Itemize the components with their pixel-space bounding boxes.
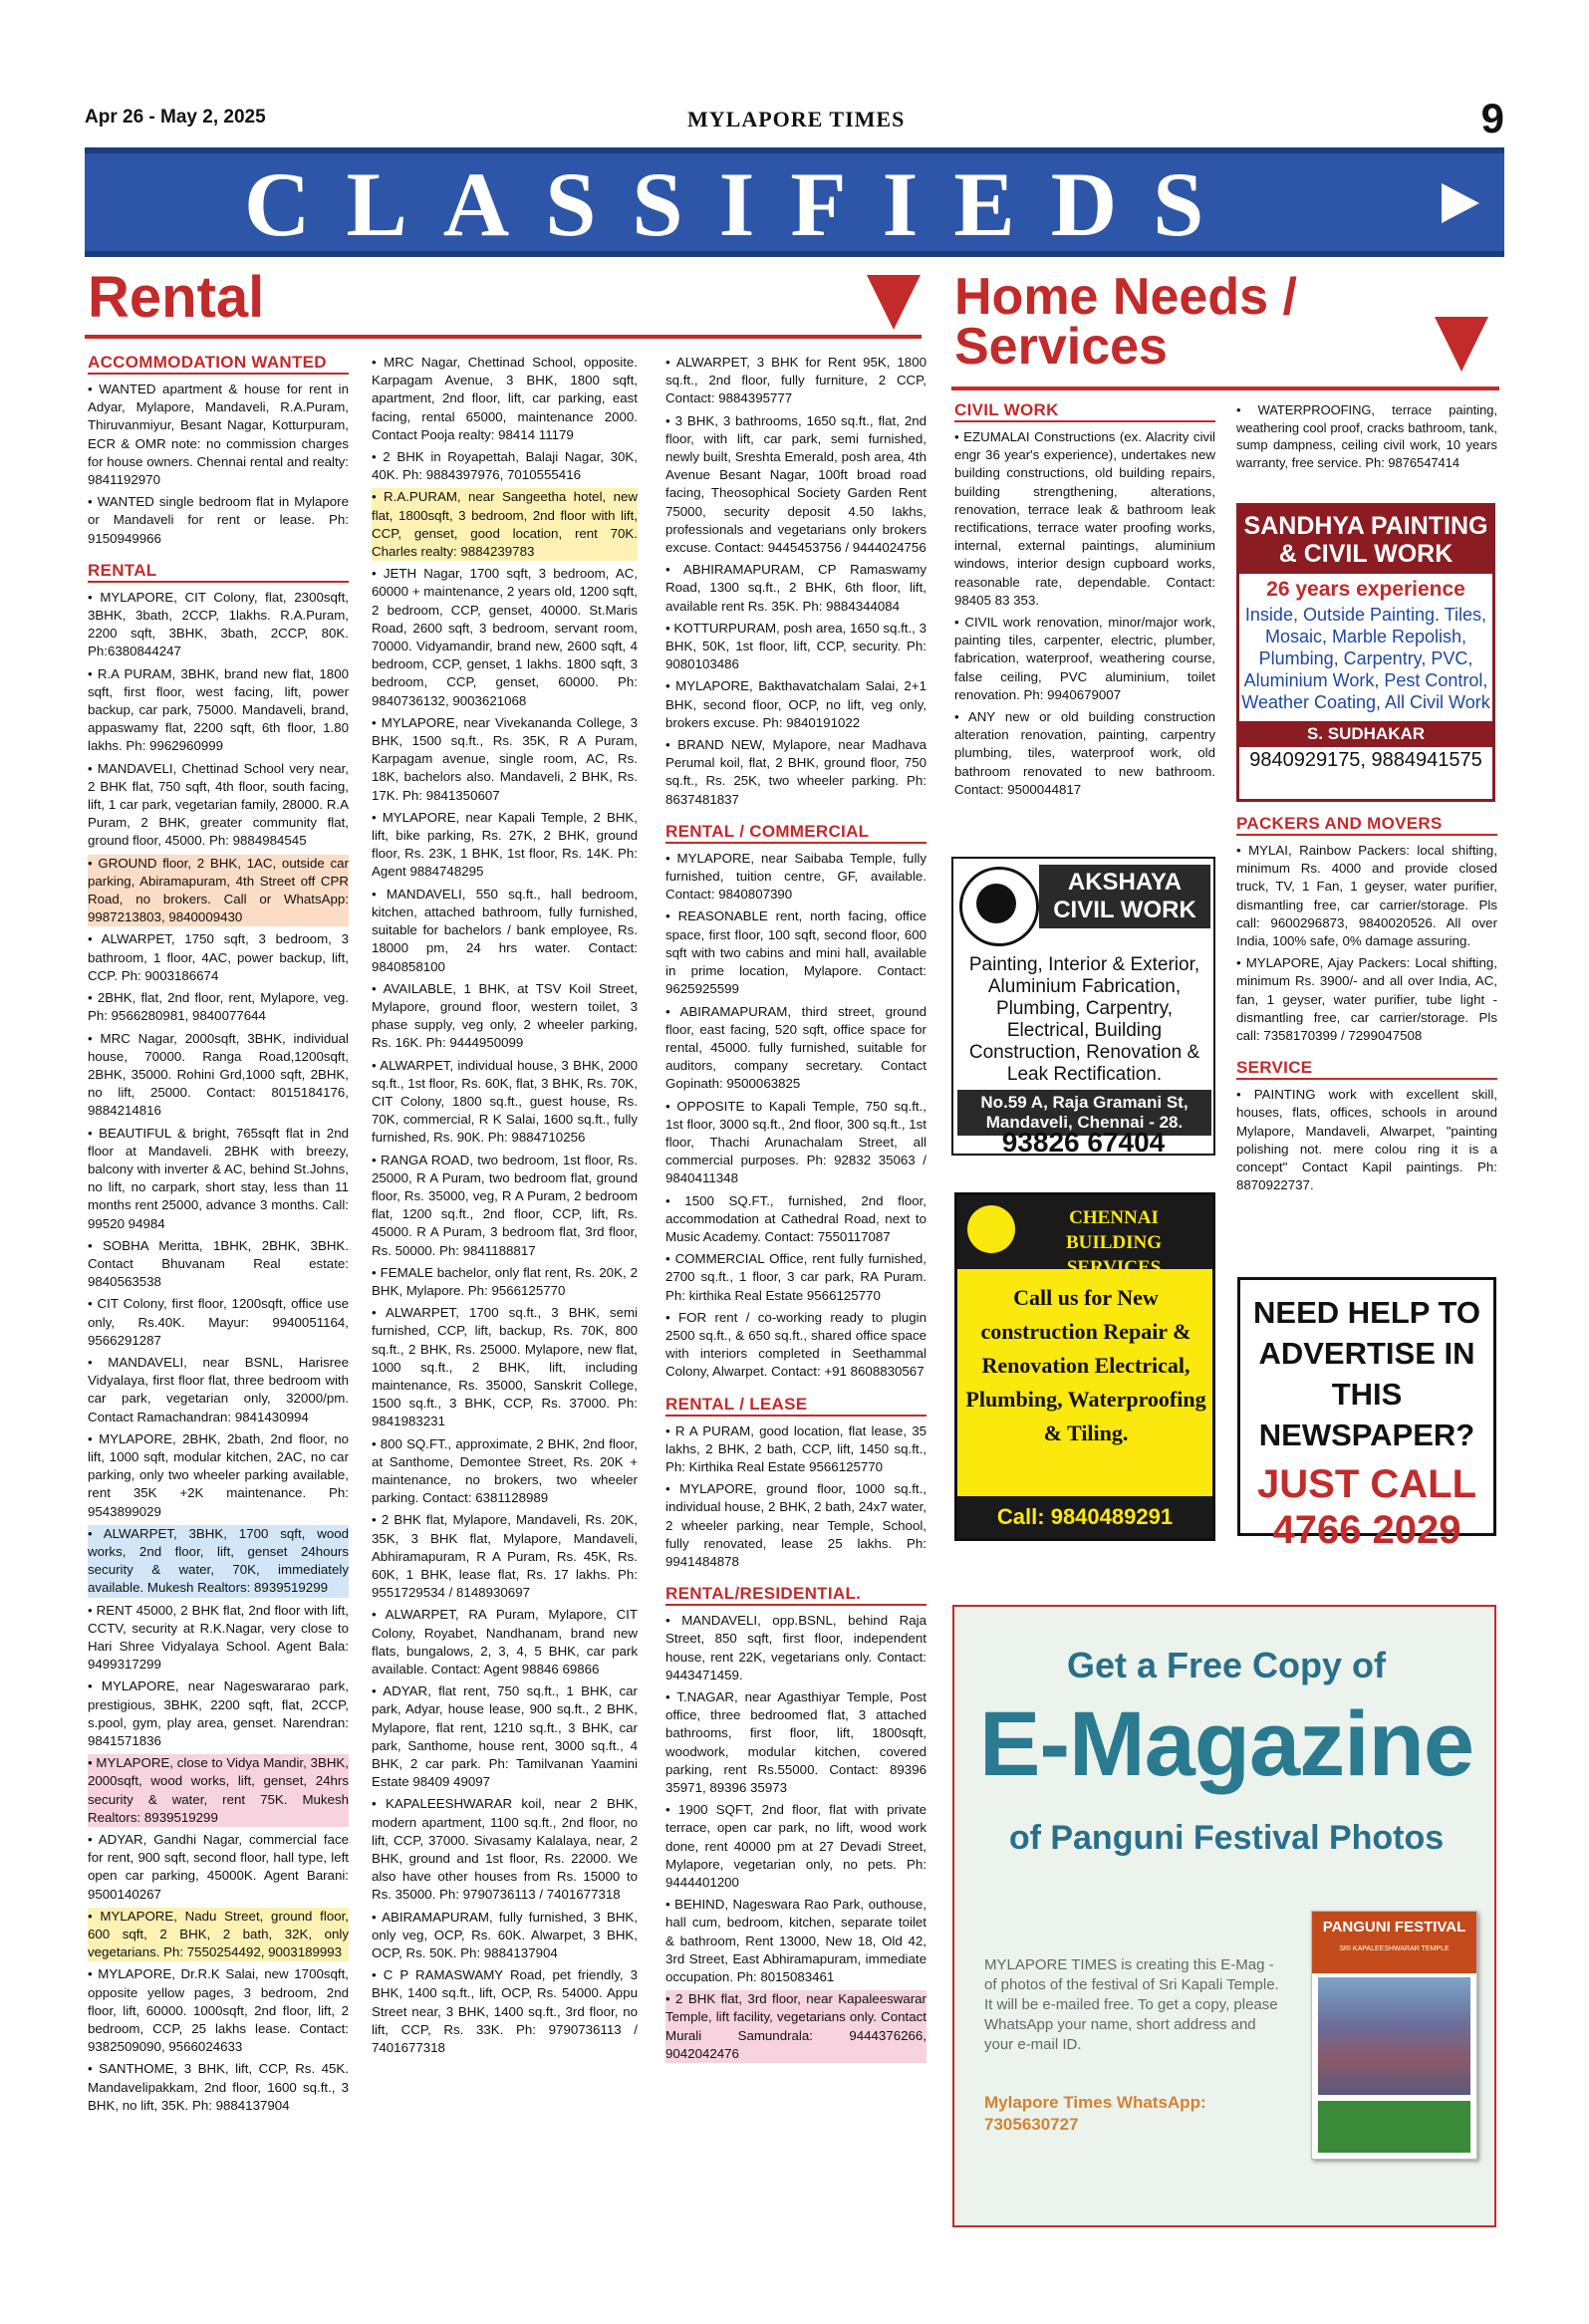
classified-ad: • 2 BHK flat, Mylapore, Mandaveli, Rs. 20K, 35K, 3 BHK flat, Mylapore, Mandaveli, Abhiramapuram, R A Puram, Rs. 45K, Rs. 60K, 1 BHK, lease flat, Rs. 17 lakhs. Ph: 9551729534 / 8148930697 bbox=[372, 1512, 638, 1601]
classified-ad: • ALWARPET, 3BHK, 1700 sqft, wood works, 2nd floor, lift, genset 24hours security & water, 70K, immediately available. Mukesh Realtors: 8939519299 bbox=[88, 1525, 349, 1598]
classified-ad: • BEHIND, Nageswara Rao Park, outhouse, hall cum, bedroom, kitchen, separate toilet & bathroom, Rent 13000, New 18, Old 42, 3rd Street, East Abhiramapuram, immediate occupation. Ph: 8015083461 bbox=[665, 1897, 927, 1985]
classified-ad: • ABIRAMAPURAM, fully furnished, 3 BHK, only veg, OCP, Rs. 60K. Alwarpet, 3 BHK, OCP, Rs. 50K. Ph: 9884137904 bbox=[372, 1909, 638, 1961]
classified-ad: • R A PURAM, good location, flat lease, 35 lakhs, 2 BHK, 2 bath, CCP, lift, 1450 sq.ft., Ph: Kirthika Real Estate 9566125770 bbox=[665, 1422, 927, 1474]
classified-ad: • SANTHOME, 3 BHK, lift, CCP, Rs. 45K. Mandavelipakkam, 2nd floor, 1600 sq.ft., 3 BHK, no lift, 35K. Ph: 9884137904 bbox=[88, 2061, 349, 2113]
column-services-top bbox=[1236, 401, 1497, 476]
classified-ad: • KAPALEESHWARAR koil, near 2 BHK, modern apartment, 1100 sq.ft., 2nd floor, no lift, CCP, 37000. Sivasamy Kalalaya, near, 2 BHK, ground and 1st floor, Rs. 22000. We also have other houses from Rs. 15000 to Rs. 35000. Ph: 9790736113 / 7401677318 bbox=[372, 1796, 638, 1903]
home-needs-title-line1: Home Needs / bbox=[954, 268, 1297, 326]
page-header bbox=[85, 95, 1504, 141]
emag-cover-title: PANGUNI FESTIVAL bbox=[1312, 1912, 1476, 1943]
classified-ad: • R.A PURAM, 3BHK, brand new flat, 1800 sqft, first floor, west facing, lift, power backup, car park, 75000. Mandaveli, brand, appaswamy flat, 2200 sqft, 6th floor, 1.80 lakhs. Ph: 9962960999 bbox=[88, 665, 349, 754]
akshaya-services: Painting, Interior & Exterior, Aluminium Fabrication, Plumbing, Carpentry, Electrical, Building Construction, Renovation & Leak Rectification. bbox=[968, 954, 1200, 1085]
sandhya-years: 26 years experience bbox=[1266, 578, 1465, 601]
classified-ad: • PAINTING work with excellent skill, houses, flats, offices, schools in around Mylapore, Mandaveli, Alwarpet, "painting polishing not. mere colou ring it is a concept" Contact Kapil paintings. Ph: 8870922737. bbox=[1236, 1087, 1497, 1193]
akshaya-address: No.59 A, Raja Gramani St, Mandaveli, Chennai - 28. bbox=[957, 1090, 1211, 1136]
akshaya-seal-icon bbox=[959, 867, 1039, 946]
classified-ad: • MANDAVELI, opp.BSNL, behind Raja Street, 850 sqft, first floor, independent house, rent 22K, vegetarians only. Contact: 9443471459. bbox=[665, 1613, 927, 1682]
emag-line1: Get a Free Copy of bbox=[1066, 1645, 1387, 1685]
classified-ad: • SOBHA Meritta, 1BHK, 2BHK, 3BHK. Contact Bhuvanam Real estate: 9840563538 bbox=[88, 1237, 349, 1290]
emag-cover-footer bbox=[1318, 2101, 1470, 2153]
classified-ad: • EZUMALAI Constructions (ex. Alacrity civil engr 36 year's experience), undertakes new building constructions, old building repairs, building strengthening, alterations, renovation, terrace leak & bathroom leak rectifications, terrace water proofing works, internal, external paintings, aluminium windows, interior design cupboard works, reasonable rate, dependable. Contact: 98405 83 353. bbox=[954, 429, 1215, 608]
classified-ad: • MYLAPORE, near Nageswararao park, prestigious, 3BHK, 2200 sqft, flat, 2CCP, s.pool, gym, play area, genset. Narendran: 9841571836 bbox=[88, 1678, 349, 1749]
classified-ad: • FEMALE bachelor, only flat rent, Rs. 20K, 2 BHK, Mylapore. Ph: 9566125770 bbox=[372, 1264, 638, 1298]
issue-date: Apr 26 - May 2, 2025 bbox=[85, 107, 266, 128]
classified-ad: • WATERPROOFING, terrace painting, weathering cool proof, cracks bathroom, tank, sump dampness, ceiling civil work, 10 years warranty, free service. Ph: 9876547414 bbox=[1236, 402, 1497, 470]
home-needs-title-line2: Services bbox=[954, 318, 1168, 376]
classified-ad: • KOTTURPURAM, posh area, 1650 sq.ft., 3 BHK, 50K, 1st floor, lift, CCP, security. Ph: 9080103486 bbox=[665, 620, 927, 672]
classified-ad: • R.A.PURAM, near Sangeetha hotel, new flat, 1800sqft, 3 bedroom, 2nd floor with lift, CCP, genset, good location, rent 70K. Charles realty: 9884239783 bbox=[372, 488, 638, 561]
classified-ad: • ADYAR, Gandhi Nagar, commercial face for rent, 900 sqft, second floor, hall type, left open car parking, 45000K. Agent Barani: 9500140267 bbox=[88, 1832, 349, 1902]
classified-ad: • CIT Colony, first floor, 1200sqft, office use only, Rs.40K. Mayur: 9940051164, 9566291287 bbox=[88, 1296, 349, 1348]
classified-ad: • 2BHK, flat, 2nd floor, rent, Mylapore, veg. Ph: 9566280981, 9840077644 bbox=[88, 990, 349, 1024]
classified-ad: • MYLAPORE, close to Vidya Mandir, 3BHK, 2000sqft, wood works, lift, genset, 24hrs security & water, rent 75K. Mukesh Realtors: 8939519299 bbox=[88, 1754, 349, 1827]
category-heading: RENTAL bbox=[88, 562, 349, 583]
classified-ad: • RENT 45000, 2 BHK flat, 2nd floor with lift, CCTV, security at R.K.Nagar, very close to Hari Shree Vidyalaya School. Agent Bala: 9499317299 bbox=[88, 1602, 349, 1673]
chennai-building-ad bbox=[954, 1192, 1215, 1541]
advertise-help-ad bbox=[1237, 1277, 1496, 1552]
classified-ad: • ABHIRAMAPURAM, CP Ramaswamy Road, 1300 sq.ft., 2 BHK, 6th floor, lift, available rent Rs. 35K. Ph: 9884344084 bbox=[665, 562, 927, 614]
classified-ad: • ALWARPET, individual house, 3 BHK, 2000 sq.ft., 1st floor, Rs. 60K, flat, 3 BHK, Rs. 70K, CIT Colony, 1800 sq.ft., guest house, Rs. 70K, commercial, R K Salai, 1600 sq.ft., fully furnished, Rs. 90K. Ph: 9884710256 bbox=[372, 1057, 638, 1146]
classified-ad: • ALWARPET, RA Puram, Mylapore, CIT Colony, Royabet, Nandhanam, brand new flats, bungalows, 2, 3, 4, 5 BHK, car park available. Contact: Agent 98846 69866 bbox=[372, 1607, 638, 1678]
column-rental-2 bbox=[372, 354, 638, 2061]
category-heading: ACCOMMODATION WANTED bbox=[88, 354, 349, 375]
play-arrow-icon bbox=[1442, 183, 1479, 223]
classified-ad: • CIVIL work renovation, minor/major work, painting tiles, carpenter, electric, plumber, fabrication, waterproof, weathering course, false ceiling, PVC aluminium, toilet renovation. Ph: 9940679007 bbox=[954, 615, 1215, 702]
classified-ad: • MANDAVELI, Chettinad School very near, 2 BHK flat, 750 sqft, 4th floor, south facing, lift, 1 car park, vegetarian family, 28000. R.A Puram, 2 BHK, greater community flat, ground floor, 45000. Ph: 9884984545 bbox=[88, 760, 349, 849]
sandhya-painting-ad bbox=[1236, 503, 1495, 802]
sandhya-title: SANDHYA PAINTING & CIVIL WORK bbox=[1239, 506, 1492, 574]
column-rental-3 bbox=[665, 354, 927, 2067]
classified-ad: • T.NAGAR, near Agasthiyar Temple, Post office, three bedroomed flat, 3 attached bathrooms, first floor, lift, 1800sqft, woodwork, modular kitchen, covered parking, rent Rs.55000. Contact: 89396 35971, 89396 35973 bbox=[665, 1689, 927, 1796]
classified-ad: • 800 SQ.FT., approximate, 2 BHK, 2nd floor, at Santhome, Demontee Street, Rs. 20K + maintenance, no brokers, two wheeler parking. Contact: 6381128989 bbox=[372, 1435, 638, 1506]
classified-ad: • ALWARPET, 1700 sq.ft., 3 BHK, semi furnished, CCP, lift, backup, Rs. 70K, 800 sq.ft., 2 BHK, Rs. 25000. Mylapore, new flat, 1000 sq.ft., 2 BHK, lift, including maintenance, Rs. 35000, Sanskrit College, 1500 sq.ft., 3 BHK, CCP, Rs. 37000. Ph: 9841983231 bbox=[372, 1305, 638, 1429]
classified-ad: • WANTED apartment & house for rent in Adyar, Mylapore, Mandaveli, R.A.Puram, Thiruvanmiyur, Besant Nagar, Kotturpuram, ECR & OMR note: no commission charges for house owners. Chennai rental and realty: 9841192970 bbox=[88, 382, 349, 488]
category-heading: CIVIL WORK bbox=[954, 401, 1215, 422]
column-rental-1 bbox=[88, 354, 349, 2119]
classified-ad: • WANTED single bedroom flat in Mylapore or Mandaveli for rent or lease. Ph: 9150949966 bbox=[88, 494, 349, 546]
trowel-icon bbox=[967, 1205, 1015, 1253]
rental-divider bbox=[85, 335, 922, 339]
emag-text: MYLAPORE TIMES is creating this E-Mag - of photos of the festival of Sri Kapali Temple. It will be e-mailed free. To get a copy, please WhatsApp your name, short address and your e-mail ID. bbox=[984, 1956, 1279, 2053]
classified-ad: • 2 BHK flat, 3rd floor, near Kapaleeswarar Temple, lift facility, vegetarians only. Contact Murali Samundrala: 9444376266, 9042042476 bbox=[665, 1990, 927, 2063]
category-heading: RENTAL / LEASE bbox=[665, 1396, 927, 1417]
classified-ad: • MYLAPORE, near Saibaba Temple, fully furnished, tuition centre, GF, available. Contact: 9840807390 bbox=[665, 850, 927, 903]
classified-ad: • ABIRAMAPURAM, third street, ground floor, east facing, 520 sqft, office space for rental, 45000. fully furnished, suitable for auditors, company secretary. Contact Gopinath: 9500063825 bbox=[665, 1003, 927, 1092]
classified-ad: • MRC Nagar, Chettinad School, opposite. Karpagam Avenue, 3 BHK, 1800 sqft, apartment, 2nd floor, lift, car parking, east facing, rental 65000, maintenance 2000. Contact Pooja realty: 98414 11179 bbox=[372, 355, 638, 442]
classified-ad: • MRC Nagar, 2000sqft, 3BHK, individual house, 70000. Ranga Road,1200sqft, 2BHK, 35000. Rohini Grd,1000 sqft, 2BHK, no lift, 25000. Contact: 8015184176, 9884214816 bbox=[88, 1030, 349, 1119]
column-services bbox=[1236, 815, 1497, 1198]
classified-ad: • 2 BHK in Royapettah, Balaji Nagar, 30K, 40K. Ph: 9884397976, 7010555416 bbox=[372, 449, 638, 483]
classified-ad: • MYLAPORE, Bakthavatchalam Salai, 2+1 BHK, second floor, OCP, no lift, veg only, brokers excuse. Ph: 9840191022 bbox=[665, 678, 927, 730]
classified-ad: • ALWARPET, 1750 sqft, 3 bedroom, 3 bathroom, 1 floor, 4AC, power backup, lift, CCP. Ph: 9003186674 bbox=[88, 931, 349, 983]
chennai-building-body: Call us for New construction Repair & Renovation Electrical, Plumbing, Waterproofing & Tiling. bbox=[965, 1285, 1206, 1445]
advertise-question: NEED HELP TO ADVERTISE IN THIS NEWSPAPER? bbox=[1253, 1295, 1480, 1452]
emagazine-ad bbox=[952, 1605, 1496, 2227]
column-civil-work bbox=[954, 401, 1215, 803]
classified-ad: • MANDAVELI, 550 sq.ft., hall bedroom, kitchen, attached bathroom, fully furnished, suitable for bachelors / bank employee, Rs. 18000 pm, 24 hrs water. Contact: 9840858100 bbox=[372, 886, 638, 974]
classified-ad: • MYLAPORE, 2BHK, 2bath, 2nd floor, no lift, 1000 sqft, modular kitchen, 2AC, no car parking, only two wheeler parking available, rent 35K +2K maintenance. Ph: 9543899029 bbox=[88, 1430, 349, 1519]
classified-ad: • 1500 SQ.FT., furnished, 2nd floor, accommodation at Cathedral Road, next to Music Academy. Contact: 7550117087 bbox=[665, 1192, 927, 1244]
classified-ad: • BRAND NEW, Mylapore, near Madhava Perumal koil, flat, 2 BHK, ground floor, 750 sq.ft., Rs. 25K, two wheeler parking. Ph: 8637481837 bbox=[665, 737, 927, 807]
classified-ad: • REASONABLE rent, north facing, office space, first floor, 100 sqft, second floor, 600 sqft with two cabins and mini hall, available in prime location, Mylapore. Contact: 9625925599 bbox=[665, 908, 927, 997]
classified-ad: • FOR rent / co-working ready to plugin 2500 sq.ft., & 650 sq.ft., shared office space with interiors completed in Seethammal Colony, Alwarpet. Contact: +91 8608830567 bbox=[665, 1309, 927, 1380]
akshaya-phone: 93826 67404 bbox=[1001, 1127, 1166, 1158]
classified-ad: • MYLAPORE, Dr.R.K Salai, new 1700sqft, opposite yellow pages, 3 bedroom, 2nd floor, lift, 60000. 1000sqft, 2nd floor, lift, 2 bedroom, CCP, 25 lakhs lease. Contact: 9382509090, 9566024633 bbox=[88, 1966, 349, 2055]
sandhya-phone: 9840929175, 9884941575 bbox=[1249, 749, 1482, 771]
classified-ad: • COMMERCIAL Office, rent fully furnished, 2700 sq.ft., 1 floor, 3 car park, RA Puram. Ph: kirthika Real Estate 9566125770 bbox=[665, 1251, 927, 1303]
classified-ad: • MYLAPORE, ground floor, 1000 sq.ft., individual house, 2 BHK, 2 bath, 24x7 water, 2 wheeler parking, near Temple, School, fully renovated, lease 25 lakhs. Ph: 9941484878 bbox=[665, 1481, 927, 1569]
classified-ad: • 1900 SQFT, 2nd floor, flat with private terrace, open car park, no lift, wood work done, rent 40000 pm at 27 Devadi Street, Mylapore, vegetarian only, no pets. Ph: 9444401200 bbox=[665, 1802, 927, 1891]
emag-line2: E-Magazine bbox=[978, 1693, 1474, 1795]
classified-ad: • OPPOSITE to Kapali Temple, 750 sq.ft., 1st floor, 3000 sq.ft., 2nd floor, 300 sq.ft., 1st floor, Thachi Arunachalam Street, all commercial purposes. Ph: 92832 35063 / 9840411348 bbox=[665, 1098, 927, 1186]
sandhya-name: S. SUDHAKAR bbox=[1239, 721, 1492, 747]
classified-ad: • MYLAPORE, near Kapali Temple, 2 BHK, lift, bike parking, Rs. 27K, 2 BHK, ground floor, Rs. 23K, 1 BHK, 1st floor, Rs. 14K. Ph: Agent 9884748295 bbox=[372, 809, 638, 880]
paper-name: MYLAPORE TIMES bbox=[687, 107, 906, 131]
akshaya-title: AKSHAYA CIVIL WORK bbox=[1039, 865, 1210, 928]
akshaya-civil-work-ad bbox=[951, 857, 1215, 1156]
chennai-building-call: Call: 9840489291 bbox=[957, 1496, 1212, 1538]
home-needs-triangle-icon bbox=[1435, 317, 1488, 372]
category-heading: RENTAL / COMMERCIAL bbox=[665, 823, 927, 844]
chennai-building-header bbox=[957, 1195, 1212, 1278]
classified-ad: • JETH Nagar, 1700 sqft, 3 bedroom, AC, 60000 + maintenance, 2 years old, 1200 sqft, 2 bedroom, CCP, genset, 40000. St.Maris Road, 2600 sqft, 3 bedroom, servant room, 70000. Vidyamandir, brand new, 2600 sqft, 4 bedroom, CCP, genset, 1 lakhs. 1800 sqft, 3 bedroom, CCP, genset, 60000. Ph: 9840736132, 9003621068 bbox=[372, 566, 638, 708]
classified-ad: • MANDAVELI, near BSNL, Harisree Vidyalaya, first floor flat, three bedroom with car park, vegetarian only, 32000/pm. Contact Ramachandran: 9841430994 bbox=[88, 1354, 349, 1424]
classified-ad: • MYLAPORE, Ajay Packers: Local shifting, minimum Rs. 3900/- and all over India, AC, fan, 1 geyser, water purifier, tube light - dismantling free, car carrier/storage. Pls call: 7358170399 / 7299047508 bbox=[1236, 955, 1497, 1044]
classified-ad: • RANGA ROAD, two bedroom, 1st floor, Rs. 25000, R A Puram, two bedroom flat, ground floor, Rs. 35000, veg, R A Puram, 2 bedroom flat, 1200 sq.ft., 2nd floor, CCP, lift, Rs. 45000. R A Puram, 3 bedroom flat, 3rd floor, Rs. 50000. Ph: 9841188817 bbox=[372, 1152, 638, 1258]
classified-ad: • 3 BHK, 3 bathrooms, 1650 sq.ft., flat, 2nd floor, with lift, car park, semi furnished, newly built, Sreshta Emerald, posh area, 4th Avenue Besant Nagar, 100ft broad road facing, Theosophical Society Garden Rent 75000, security deposit 4.50 lakhs, professionals and vegetarians only brokers excuse. Contact: 9445453756 / 9444024756 bbox=[665, 412, 927, 556]
classified-ad: • ANY new or old building construction alteration renovation, painting, carpentry plumbing, tiles, waterproof work, old bathroom renovated to new bathroom. Contact: 9500044817 bbox=[954, 709, 1215, 797]
banner-title: CLASSIFIEDS bbox=[244, 153, 1240, 255]
classified-ad: • ADYAR, flat rent, 750 sq.ft., 1 BHK, car park, Adyar, house lease, 900 sq.ft., 2 BHK, Mylapore, flat rent, 1210 sq.ft., 3 BHK, car park, Santhome, house rent, 3000 sq.ft., 4 BHK, 2 car park. Ph: Tamilvanan Yaamini Estate 98409 49097 bbox=[372, 1683, 638, 1790]
classified-ad: • MYLAPORE, CIT Colony, flat, 2300sqft, 3BHK, 3bath, 2CCP, 1lakhs. R.A.Puram, 2200 sqft, 3BHK, 3bath, 2CCP, 80K. Ph:6380844247 bbox=[88, 589, 349, 659]
emag-whatsapp: Mylapore Times WhatsApp: 7305630727 bbox=[984, 2093, 1206, 2134]
classified-ad: • MYLAPORE, Nadu Street, ground floor, 600 sqft, 2 BHK, 2 bath, 32K, only vegetarians. Ph: 7550254492, 9003189993 bbox=[88, 1908, 349, 1962]
classified-ad: • C P RAMASWAMY Road, pet friendly, 3 BHK, 1400 sq.ft., lift, OCP, Rs. 54000. Appu Street near, 3 BHK, 1400 sq.ft., 3rd floor, no lift, CCP, Rs. 33K. Ph: 9790736113 / 7401677318 bbox=[372, 1967, 638, 2056]
page-number: 9 bbox=[1480, 95, 1504, 141]
category-heading: RENTAL/RESIDENTIAL. bbox=[665, 1585, 927, 1606]
home-needs-divider bbox=[951, 387, 1499, 390]
classified-ad: • MYLAPORE, near Vivekananda College, 3 BHK, 1500 sq.ft., Rs. 35K, R A Puram, Karpagam avenue, single room, AC, Rs. 18K, bachelors also. Mandaveli, 2 BHK, Rs. 17K. Ph: 9841350607 bbox=[372, 714, 638, 803]
emag-cover-photo bbox=[1318, 1977, 1470, 2095]
advertise-call: JUST CALL 4766 2029 bbox=[1257, 1462, 1476, 1552]
rental-triangle-icon bbox=[867, 275, 921, 330]
category-heading: PACKERS AND MOVERS bbox=[1236, 815, 1497, 836]
classified-ad: • GROUND floor, 2 BHK, 1AC, outside car parking, Abiramapuram, 4th Street off CPR Road, no brokers. Call or WhatsApp: 9987213803, 9840009430 bbox=[88, 855, 349, 927]
category-heading: SERVICE bbox=[1236, 1059, 1497, 1080]
rental-section-title: Rental bbox=[88, 265, 265, 330]
classified-ad: • BEAUTIFUL & bright, 765sqft flat in 2nd floor at Mandaveli. 2BHK with breezy, balcony with inverter & AC, behind St.Johns, no lift, no carpark, short stay, less than 11 months rent 25000, advance 3 months. Call: 99520 94984 bbox=[88, 1125, 349, 1231]
emag-line3: of Panguni Festival Photos bbox=[1008, 1819, 1445, 1857]
home-needs-title bbox=[954, 268, 1297, 376]
emag-cover-subtitle: SRI KAPALEESHWARAR TEMPLE bbox=[1312, 1943, 1476, 1973]
classified-ad: • ALWARPET, 3 BHK for Rent 95K, 1800 sq.ft., 2nd floor, fully furniture, 2 CCP, Contact: 9884395777 bbox=[665, 355, 927, 406]
emag-cover-image bbox=[1311, 1911, 1477, 2160]
classified-ad: • MYLAI, Rainbow Packers: local shifting, minimum Rs. 4000 and provide closed truck, TV, 1 Fan, 1 geyser, water purifier, dismantling free, car carrier/storage. Pls call: 9600296873, 9840020526. All over India, 100% safe, 0% damage assuring. bbox=[1236, 843, 1497, 949]
classifieds-banner bbox=[85, 147, 1504, 257]
sandhya-services: Inside, Outside Painting. Tiles, Mosaic, Marble Repolish, Plumbing, Carpentry, PVC, Aluminium Work, Pest Control, Weather Coating, All Civil Work bbox=[1241, 605, 1490, 712]
classified-ad: • AVAILABLE, 1 BHK, at TSV Koil Street, Mylapore, ground floor, western toilet, 3 phase supply, veg only, 2 wheeler parking, Rs. 16K. Ph: 9444950099 bbox=[372, 980, 638, 1051]
chennai-building-title: CHENNAI BUILDING SERVICES bbox=[1065, 1207, 1163, 1278]
